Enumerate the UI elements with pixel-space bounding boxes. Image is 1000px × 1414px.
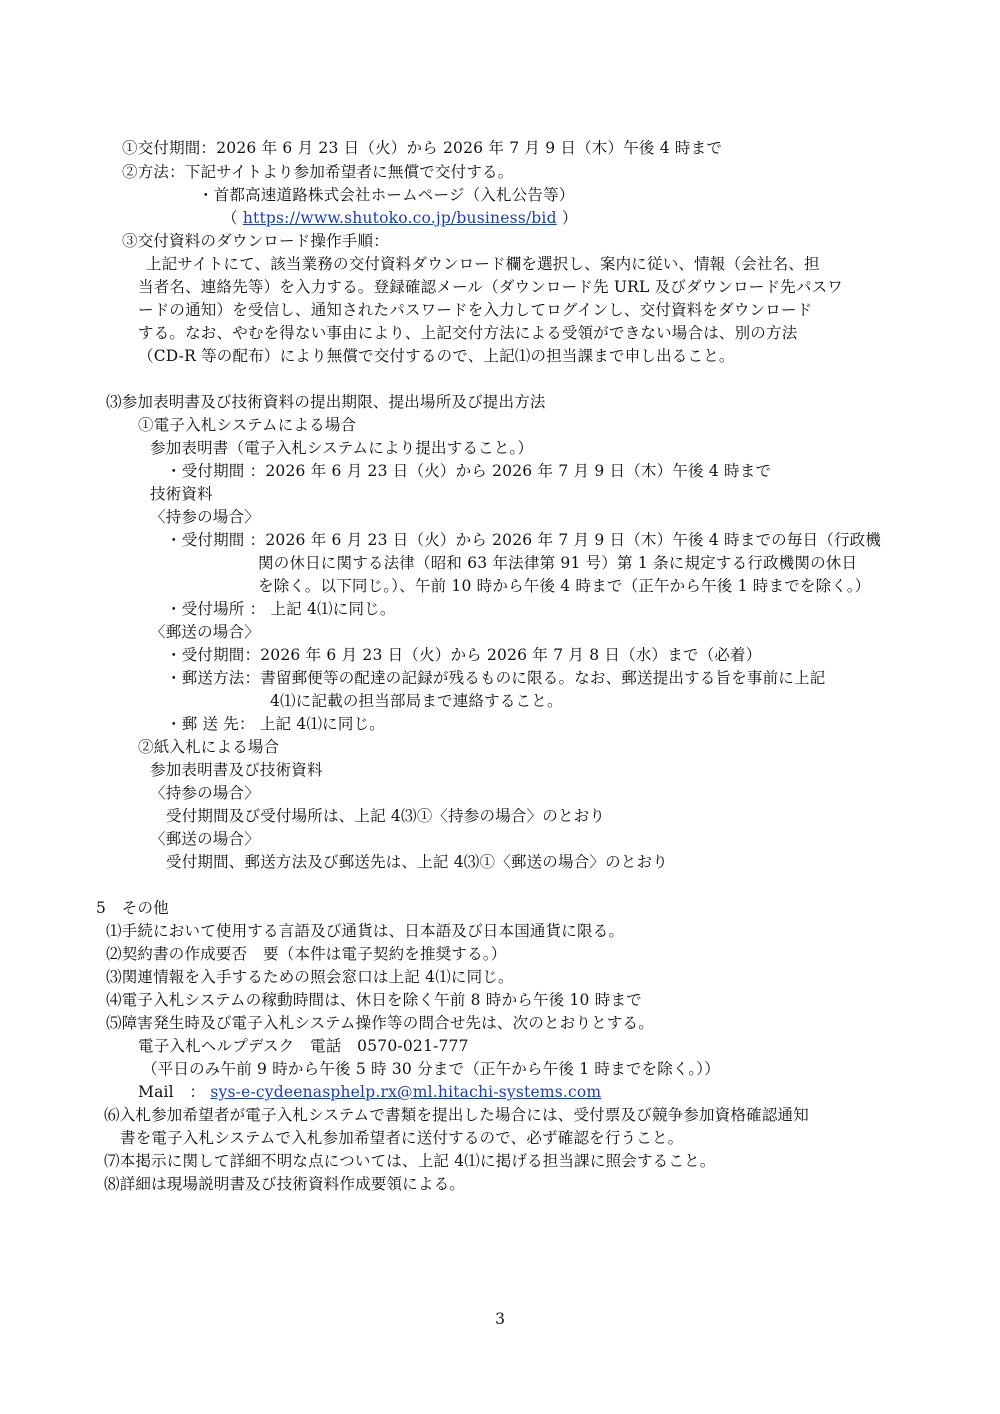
section5-item: ⑸障害発生時及び電子入札システム操作等の問合せ先は、次のとおりとする。 — [106, 1014, 654, 1032]
bring-period-line: を除く。以下同じ。）、午前 10 時から午後 4 時まで（正午から午後 1 時までを除く。） — [258, 577, 871, 595]
mail-method-line: 4⑴に記載の担当部局まで連絡すること。 — [270, 692, 563, 710]
section5-item: ⑶関連情報を入手するための照会窓口は上記 4⑴に同じ。 — [106, 968, 514, 986]
section3-heading: ⑶参加表明書及び技術資料の提出期限、提出場所及び提出方法 — [106, 393, 546, 411]
section5-heading: 5 その他 — [96, 899, 169, 917]
url-open-paren: （ — [222, 209, 238, 227]
application-heading: 参加表明書（電子入札システムにより提出すること。） — [150, 439, 534, 457]
section5-item: ⑴手続において使用する言語及び通貨は、日本語及び日本国通貨に限る。 — [106, 922, 625, 940]
mail-label: Mail ： — [138, 1083, 206, 1101]
issuance-method: ②方法：下記サイトより参加希望者に無償で交付する。 — [122, 163, 514, 181]
application-period: ・受付期間 ：2026 年 6 月 23 日（火）から 2026 年 7 月 9 日（木）午後 4 時まで — [166, 462, 772, 480]
section5-item7: ⑺本掲示に関して詳細不明な点については、上記 4⑴に掲げる担当課に照会すること。 — [104, 1152, 716, 1170]
section5-item6-line: ⑹入札参加希望者が電子入札システムで書類を提出した場合には、受付票及び競争参加資格確認通知 — [104, 1106, 809, 1124]
helpdesk-phone: 電子入札ヘルプデスク 電話 0570-021-777 — [138, 1037, 469, 1055]
section5-item: ⑵契約書の作成要否 要（本件は電子契約を推奨する。） — [106, 945, 507, 963]
mail-destination: ・郵 送 先： 上記 4⑴に同じ。 — [166, 715, 385, 733]
bring-place: ・受付場所 ： 上記 4⑴に同じ。 — [166, 600, 396, 618]
procedure-line: する。なお、やむを得ない事由により、上記交付方法による受領ができない場合は、別の方法 — [138, 324, 798, 342]
paper-docs-heading: 参加表明書及び技術資料 — [150, 761, 323, 779]
paper-heading: ②紙入札による場合 — [138, 738, 280, 756]
helpdesk-hours: （平日のみ午前 9 時から午後 5 時 30 分まで（正午から午後 1 時までを除く。）） — [142, 1060, 720, 1078]
bring-period-line: ・受付期間 ：2026 年 6 月 23 日（火）から 2026 年 7 月 9 日（木）午後 4 時までの毎日（行政機 — [166, 531, 882, 549]
electronic-heading: ①電子入札システムによる場合 — [138, 416, 357, 434]
url-close-paren: ） — [561, 209, 578, 227]
paper-bring-text: 受付期間及び受付場所は、上記 4⑶①〈持参の場合〉のとおり — [166, 807, 606, 825]
mail-heading: 〈郵送の場合〉 — [150, 623, 260, 641]
tech-heading: 技術資料 — [150, 485, 213, 503]
paper-mail-heading: 〈郵送の場合〉 — [150, 830, 260, 848]
procedure-heading: ③交付資料のダウンロード操作手順： — [122, 232, 389, 250]
issuance-site: ・首都高速道路株式会社ホームページ（入札公告等） — [198, 186, 575, 204]
paper-mail-text: 受付期間、郵送方法及び郵送先は、上記 4⑶①〈郵送の場合〉のとおり — [166, 853, 668, 871]
helpdesk-mail-link[interactable]: sys-e-cydeenasphelp.rx@ml.hitachi-systems.com — [210, 1083, 602, 1101]
section5-item6-line: 書を電子入札システムで入札参加希望者に送付するので、必ず確認を行うこと。 — [120, 1129, 684, 1147]
procedure-line: （CD-R 等の配布）により無償で交付するので、上記⑴の担当課まで申し出ること。 — [138, 347, 735, 365]
mail-method-line: ・郵送方法：書留郵便等の配達の記録が残るものに限る。なお、郵送提出する旨を事前に上記 — [166, 669, 826, 687]
procedure-line: ードの通知）を受信し、通知されたパスワードを入力してログインし、交付資料をダウンロード — [138, 301, 813, 319]
issuance-period: ①交付期間：2026 年 6 月 23 日（火）から 2026 年 7 月 9 日（木）午後 4 時まで — [122, 139, 723, 157]
section5-item8: ⑻詳細は現場説明書及び技術資料作成要領による。 — [104, 1175, 466, 1193]
paper-bring-heading: 〈持参の場合〉 — [150, 784, 260, 802]
bring-heading: 〈持参の場合〉 — [150, 508, 260, 526]
procedure-line: 当者名、連絡先等）を入力する。登録確認メール（ダウンロード先 URL 及びダウンロード先パスワ — [138, 278, 843, 296]
issuance-url-line — [222, 208, 578, 228]
helpdesk-mail-line — [138, 1082, 601, 1102]
procedure-line: 上記サイトにて、該当業務の交付資料ダウンロード欄を選択し、案内に従い、情報（会社名、担 — [146, 255, 820, 273]
page-number: 3 — [495, 1310, 505, 1328]
bring-period-line: 関の休日に関する法律（昭和 63 年法律第 91 号）第 1 条に規定する行政機関の休日 — [258, 554, 858, 572]
bid-site-link[interactable]: https://www.shutoko.co.jp/business/bid — [242, 209, 557, 227]
mail-period: ・受付期間：2026 年 6 月 23 日（火）から 2026 年 7 月 8 日（水）まで（必着） — [166, 646, 762, 664]
section5-item: ⑷電子入札システムの稼動時間は、休日を除く午前 8 時から午後 10 時まで — [106, 991, 642, 1009]
